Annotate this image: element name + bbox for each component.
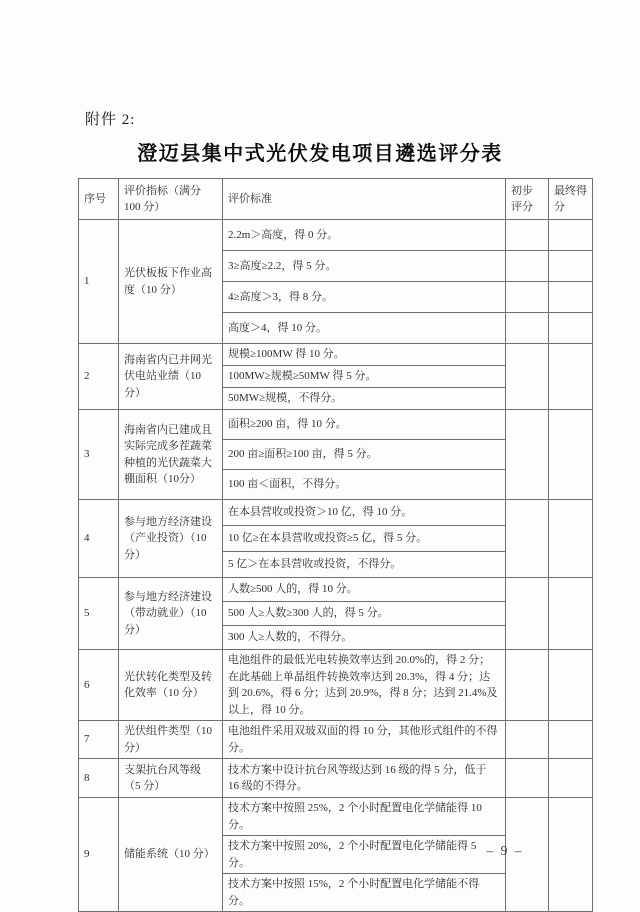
row-number-cell: 2 bbox=[79, 344, 119, 410]
row-number-cell: 6 bbox=[79, 650, 119, 721]
prelim-score-cell bbox=[506, 578, 549, 650]
criteria-cell: 50MW≥规模，不得分。 bbox=[223, 388, 506, 410]
header-final-score: 最终得分 bbox=[549, 179, 593, 220]
final-score-cell bbox=[549, 410, 593, 500]
prelim-score-cell bbox=[506, 220, 549, 251]
criteria-cell: 500 人≥人数≥300 人的，得 5 分。 bbox=[223, 602, 506, 626]
attachment-label: 附件 2: bbox=[85, 112, 136, 128]
scoring-table bbox=[78, 178, 593, 912]
prelim-score-cell bbox=[506, 500, 549, 578]
criteria-cell: 2.2m＞高度，得 0 分。 bbox=[223, 220, 506, 251]
row-number-cell: 3 bbox=[79, 410, 119, 500]
final-score-cell bbox=[549, 578, 593, 650]
prelim-score-cell bbox=[506, 344, 549, 410]
indicator-cell: 光伏转化类型及转化效率（10 分） bbox=[119, 650, 223, 721]
table-row bbox=[79, 220, 593, 251]
indicator-cell: 海南省内已并网光伏电站业绩（10分） bbox=[119, 344, 223, 410]
indicator-cell: 参与地方经济建设（产业投资）（10分） bbox=[119, 500, 223, 578]
indicator-cell: 支架抗台风等级（5 分） bbox=[119, 759, 223, 798]
table-row bbox=[79, 721, 593, 759]
criteria-cell: 100MW≥规模≥50MW 得 5 分。 bbox=[223, 366, 506, 388]
criteria-cell: 5 亿＞在本县营收或投资，不得分。 bbox=[223, 552, 506, 578]
page-number bbox=[0, 843, 640, 859]
indicator-cell: 光伏组件类型（10分） bbox=[119, 721, 223, 759]
criteria-cell: 4≥高度＞3，得 8 分。 bbox=[223, 282, 506, 313]
row-number-cell: 8 bbox=[79, 759, 119, 798]
criteria-cell: 10 亿≥在本县营收或投资≥5 亿，得 5 分。 bbox=[223, 526, 506, 552]
criteria-cell: 规模≥100MW 得 10 分。 bbox=[223, 344, 506, 366]
criteria-cell: 面积≥200 亩，得 10 分。 bbox=[223, 410, 506, 440]
criteria-cell: 技术方案中设计抗台风等级达到 16 级的得 5 分，低于 16 级的不得分。 bbox=[223, 759, 506, 798]
criteria-cell: 电池组件采用双玻双面的得 10 分，其他形式组件的不得分。 bbox=[223, 721, 506, 759]
criteria-cell: 高度＞4，得 10 分。 bbox=[223, 313, 506, 344]
final-score-cell bbox=[549, 500, 593, 578]
row-number-cell: 9 bbox=[79, 798, 119, 912]
final-score-cell bbox=[549, 759, 593, 798]
final-score-cell bbox=[549, 220, 593, 251]
table-row bbox=[79, 410, 593, 440]
table-row bbox=[79, 500, 593, 526]
indicator-cell: 光伏板板下作业高度（10 分） bbox=[119, 220, 223, 344]
final-score-cell bbox=[549, 344, 593, 410]
final-score-cell bbox=[549, 251, 593, 282]
final-score-cell bbox=[549, 282, 593, 313]
header-indicator: 评价指标（满分 100 分） bbox=[119, 179, 223, 220]
criteria-cell: 200 亩≥面积≥100 亩，得 5 分。 bbox=[223, 440, 506, 470]
criteria-cell: 100 亩＜面积，不得分。 bbox=[223, 470, 506, 500]
criteria-cell: 技术方案中按照 20%，2 个小时配置电化学储能得 5 分。 bbox=[223, 836, 506, 874]
final-score-cell bbox=[549, 721, 593, 759]
indicator-cell: 海南省内已建成且实际完成多茬蔬菜种植的光伏蔬菜大棚面积（10分） bbox=[119, 410, 223, 500]
row-number-cell: 4 bbox=[79, 500, 119, 578]
criteria-cell: 技术方案中按照 15%，2 个小时配置电化学储能不得分。 bbox=[223, 874, 506, 912]
table-row bbox=[79, 578, 593, 602]
header-prelim-score: 初步评分 bbox=[506, 179, 549, 220]
criteria-cell: 人数≥500 人的，得 10 分。 bbox=[223, 578, 506, 602]
final-score-cell bbox=[549, 313, 593, 344]
table-row bbox=[79, 759, 593, 798]
row-number-cell: 7 bbox=[79, 721, 119, 759]
header-criteria: 评价标准 bbox=[223, 179, 506, 220]
prelim-score-cell bbox=[506, 313, 549, 344]
header-no: 序号 bbox=[79, 179, 119, 220]
criteria-cell: 3≥高度≥2.2，得 5 分。 bbox=[223, 251, 506, 282]
prelim-score-cell bbox=[506, 282, 549, 313]
row-number-cell: 5 bbox=[79, 578, 119, 650]
prelim-score-cell bbox=[506, 251, 549, 282]
prelim-score-cell bbox=[506, 650, 549, 721]
criteria-cell: 300 人≥人数的，不得分。 bbox=[223, 626, 506, 650]
table-row bbox=[79, 344, 593, 366]
criteria-cell: 在本县营收或投资＞10 亿，得 10 分。 bbox=[223, 500, 506, 526]
table-row bbox=[79, 650, 593, 721]
indicator-cell: 储能系统（10 分） bbox=[119, 798, 223, 912]
row-number-cell: 1 bbox=[79, 220, 119, 344]
prelim-score-cell bbox=[506, 410, 549, 500]
page-title: 澄迈县集中式光伏发电项目遴选评分表 bbox=[137, 143, 503, 165]
criteria-cell: 技术方案中按照 25%，2 个小时配置电化学储能得 10 分。 bbox=[223, 798, 506, 836]
table-row bbox=[79, 798, 593, 836]
table-header-row bbox=[79, 179, 593, 220]
final-score-cell bbox=[549, 650, 593, 721]
criteria-cell: 电池组件的最低光电转换效率达到 20.0%的，得 2 分；在此基础上单晶组件转换效率达到 20.3%，得 4 分；达到 20.6%，得 6 分；达到 20.9%，得 8 分；达到 21.4%及以上，得 10 分。 bbox=[223, 650, 506, 721]
indicator-cell: 参与地方经济建设（带动就业）（10分） bbox=[119, 578, 223, 650]
prelim-score-cell bbox=[506, 721, 549, 759]
page-number-text: – 9 – bbox=[486, 843, 524, 858]
prelim-score-cell bbox=[506, 759, 549, 798]
